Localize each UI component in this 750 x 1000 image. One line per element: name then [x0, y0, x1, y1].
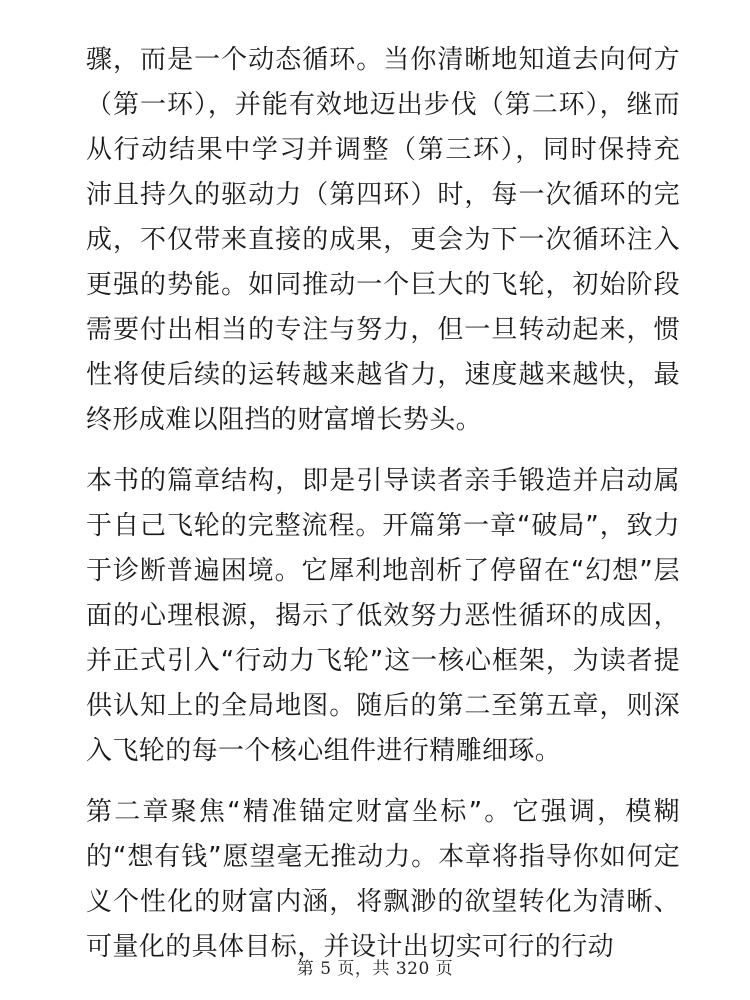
paragraph-3: 第二章聚焦“精准锚定财富坐标”。它强调，模糊的“想有钱”愿望毫无推动力。本章将指导你如何定义个性化的财富内涵，将飘渺的欲望转化为清晰、可量化的具体目标，并设计出切实可行的行动	[86, 797, 680, 962]
paragraph-2: 本书的篇章结构，即是引导读者亲手锻造并启动属于自己飞轮的完整流程。开篇第一章“破局”，致力于诊断普遍困境。它犀利地剖析了停留在“幻想”层面的心理根源，揭示了低效努力恶性循环的成因，并正式引入“行动力飞轮”这一核心框架，为读者提供认知上的全局地图。随后的第二至第五章，则深入飞轮的每一个核心组件进行精雕细琢。	[86, 466, 680, 766]
paragraph-1: 骤，而是一个动态循环。当你清晰地知道去向何方（第一环），并能有效地迈出步伐（第二环），继而从行动结果中学习并调整（第三环），同时保持充沛且持久的驱动力（第四环）时，每一次循环的完成，不仅带来直接的成果，更会为下一次循环注入更强的势能。如同推动一个巨大的飞轮，初始阶段需要付出相当的专注与努力，但一旦转动起来，惯性将使后续的运转越来越省力，速度越来越快，最终形成难以阻挡的财富增长势头。	[86, 45, 680, 435]
body-text	[86, 38, 680, 986]
page-number-footer: 第 5 页，共 320 页	[296, 959, 454, 979]
